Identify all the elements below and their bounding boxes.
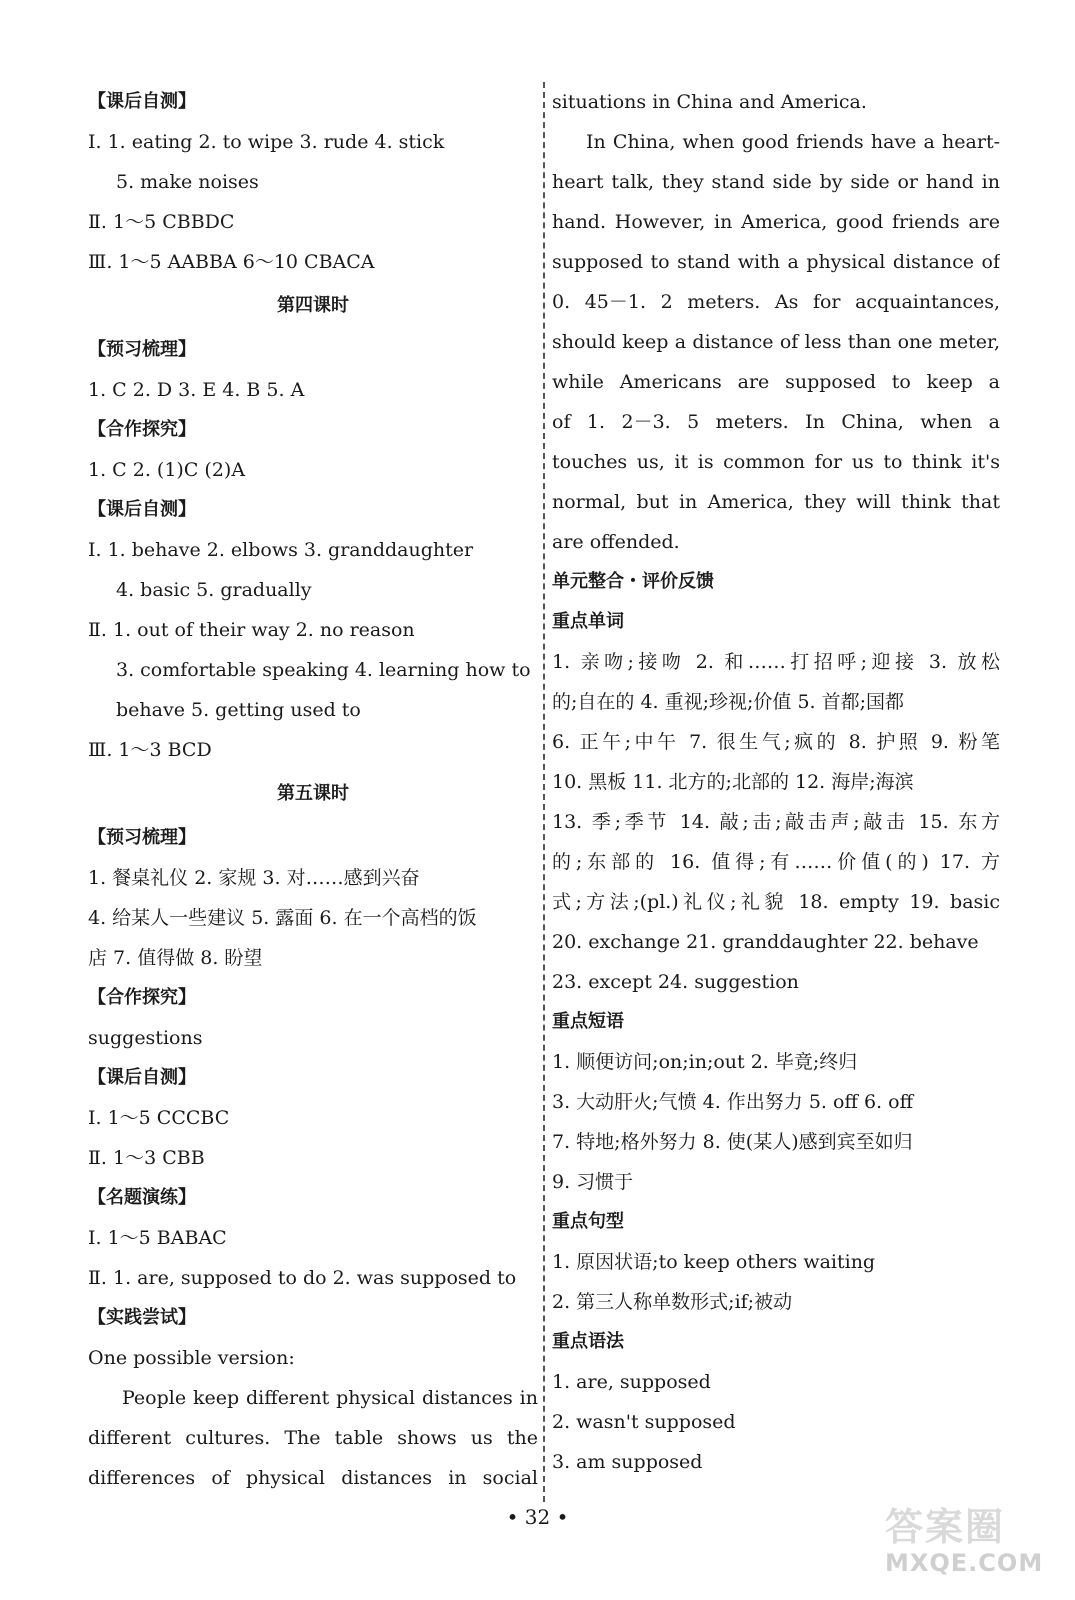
answer-line: 3. am supposed: [552, 1451, 703, 1473]
answer-line: 2. wasn't supposed: [552, 1411, 736, 1433]
answer-line: are offended.: [552, 531, 680, 553]
answer-line: suggestions: [88, 1027, 203, 1049]
section-heading: 重点短语: [552, 1011, 624, 1032]
answer-line: 4. 给某人一些建议 5. 露面 6. 在一个高档的饭: [88, 907, 477, 929]
answer-line: One possible version:: [88, 1347, 295, 1369]
section-heading: 单元整合・评价反馈: [552, 571, 714, 592]
answer-line: In China, when good friends have a heart-: [586, 131, 1000, 153]
answer-line: Ⅱ. 1～3 CBB: [88, 1147, 205, 1169]
answer-line: different cultures. The table shows us the: [88, 1427, 538, 1449]
answer-line: 4. basic 5. gradually: [116, 579, 312, 601]
lesson-title: 第五课时: [277, 783, 349, 804]
answer-line: of 1. 2－3. 5 meters. In China, when a: [552, 411, 1000, 433]
answer-line: situations in China and America.: [552, 91, 867, 113]
section-heading: 重点句型: [552, 1211, 624, 1232]
section-heading: 【课后自测】: [88, 91, 196, 112]
answer-line: Ⅱ. 1. are, supposed to do 2. was supposed to: [88, 1267, 517, 1289]
answer-line: 23. except 24. suggestion: [552, 971, 799, 993]
section-heading: 【名题演练】: [88, 1187, 196, 1208]
section-heading: 重点语法: [552, 1331, 624, 1352]
watermark-logo: [885, 1505, 1050, 1585]
answer-line: 1. 顺便访问;on;in;out 2. 毕竟;终归: [552, 1051, 858, 1073]
section-heading: 【实践尝试】: [88, 1307, 196, 1328]
answer-line: 10. 黑板 11. 北方的;北部的 12. 海岸;海滨: [552, 771, 914, 793]
answer-line: supposed to stand with a physical distance of: [552, 251, 1000, 273]
answer-line: touches us, it is common for us to think it's: [552, 451, 1000, 473]
answer-line: People keep different physical distances in: [122, 1387, 538, 1409]
section-heading: 【预习梳理】: [88, 827, 196, 848]
answer-line: behave 5. getting used to: [116, 699, 361, 721]
answer-line: 6. 正午;中午 7. 很生气;疯的 8. 护照 9. 粉笔: [552, 731, 1000, 753]
answer-line: 1. C 2. D 3. E 4. B 5. A: [88, 379, 305, 401]
answer-line: 3. 大动肝火;气愤 4. 作出努力 5. off 6. off: [552, 1091, 914, 1113]
answer-line: Ⅰ. 1～5 CCCBC: [88, 1107, 230, 1129]
answer-line: 1. 餐桌礼仪 2. 家规 3. 对……感到兴奋: [88, 867, 420, 889]
section-heading: 【预习梳理】: [88, 339, 196, 360]
answer-line: 13. 季;季节 14. 敲;击;敲击声;敲击 15. 东方: [552, 811, 1000, 833]
answer-line: Ⅱ. 1. out of their way 2. no reason: [88, 619, 415, 641]
column-divider: [543, 82, 545, 1502]
section-heading: 【课后自测】: [88, 499, 196, 520]
answer-line: 的;东部的 16. 值得;有……价值(的) 17. 方: [552, 851, 1000, 873]
answer-line: differences of physical distances in social: [88, 1467, 538, 1489]
left-column: [88, 82, 538, 1498]
answer-line: 1. 原因状语;to keep others waiting: [552, 1251, 876, 1273]
answer-line: Ⅲ. 1～5 AABBA 6～10 CBACA: [88, 251, 375, 273]
answer-line: 7. 特地;格外努力 8. 使(某人)感到宾至如归: [552, 1131, 913, 1153]
right-column: [552, 82, 1000, 1482]
page-number: • 32 •: [506, 1505, 569, 1529]
answer-line: 5. make noises: [116, 171, 259, 193]
answer-line: 1. C 2. (1)C (2)A: [88, 459, 246, 481]
section-heading: 【课后自测】: [88, 1067, 196, 1088]
answer-line: should keep a distance of less than one meter,: [552, 331, 1000, 353]
watermark-text: 答案圈: [885, 1505, 1006, 1549]
answer-line: 2. 第三人称单数形式;if;被动: [552, 1291, 793, 1313]
answer-line: 0. 45－1. 2 meters. As for acquaintances,: [552, 291, 1000, 313]
answer-line: Ⅰ. 1. eating 2. to wipe 3. rude 4. stick: [88, 131, 445, 153]
answer-line: 1. are, supposed: [552, 1371, 711, 1393]
answer-line: Ⅰ. 1. behave 2. elbows 3. granddaughter: [88, 539, 474, 561]
answer-line: 3. comfortable speaking 4. learning how to: [116, 659, 531, 681]
answer-line: 店 7. 值得做 8. 盼望: [88, 947, 263, 969]
section-heading: 【合作探究】: [88, 419, 196, 440]
answer-line: while Americans are supposed to keep a: [552, 371, 1000, 393]
lesson-title: 第四课时: [277, 295, 349, 316]
answer-line: 式;方法;(pl.)礼仪;礼貌 18. empty 19. basic: [552, 891, 1000, 913]
answer-line: heart talk, they stand side by side or hand in: [552, 171, 1000, 193]
answer-line: 9. 习惯于: [552, 1171, 634, 1193]
answer-line: 1. 亲吻;接吻 2. 和……打招呼;迎接 3. 放松: [552, 651, 1000, 673]
answer-line: 20. exchange 21. granddaughter 22. behave: [552, 931, 979, 953]
section-heading: 【合作探究】: [88, 987, 196, 1008]
answer-line: Ⅱ. 1～5 CBBDC: [88, 211, 235, 233]
watermark-url: MXQE.COM: [885, 1549, 1044, 1577]
answer-line: 的;自在的 4. 重视;珍视;价值 5. 首都;国都: [552, 691, 905, 713]
answer-line: normal, but in America, they will think that: [552, 491, 1000, 513]
section-heading: 重点单词: [552, 611, 624, 632]
answer-line: Ⅲ. 1～3 BCD: [88, 739, 212, 761]
answer-line: hand. However, in America, good friends are: [552, 211, 1000, 233]
answer-line: Ⅰ. 1～5 BABAC: [88, 1227, 227, 1249]
